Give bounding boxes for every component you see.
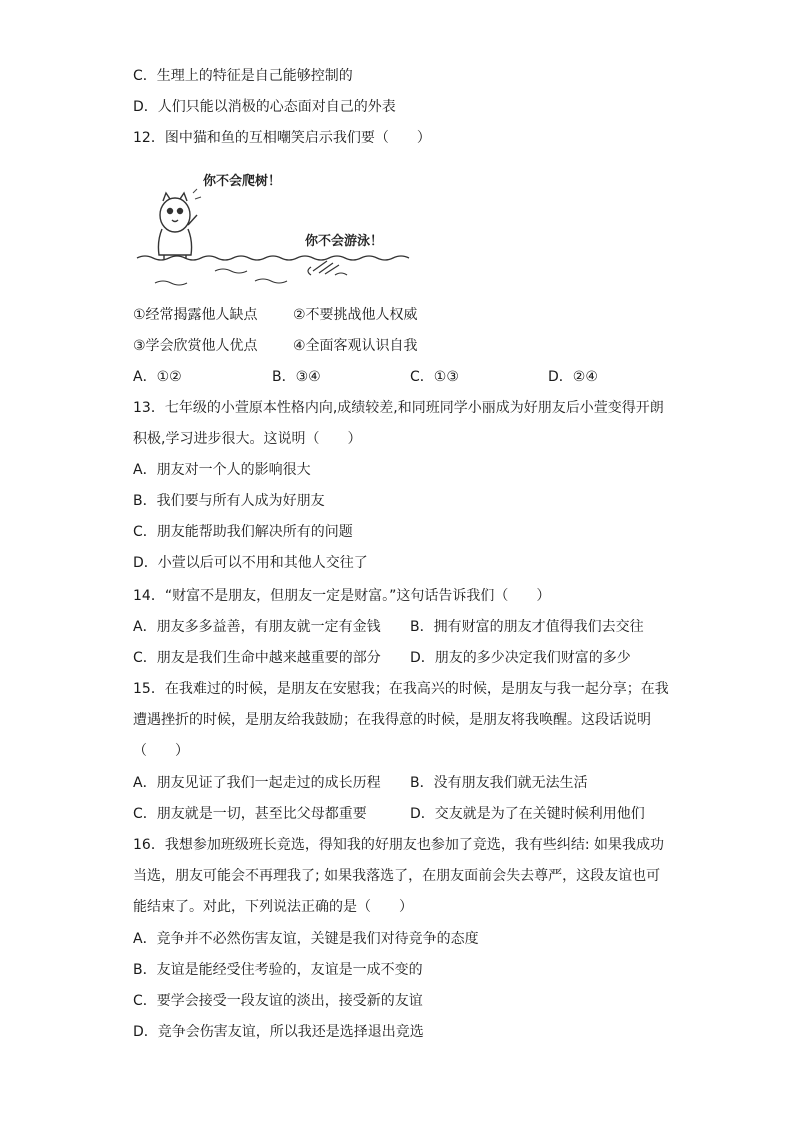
q16-stem-line-3: 能结束了。对此，下列说法正确的是（ ） [133,899,413,915]
cat-speech: 你不会爬树！ [203,174,282,189]
q15-option-c[interactable]: C．朋友就是一切，甚至比父母都重要 [133,806,367,822]
q12-stem: 12．图中猫和鱼的互相嘲笑启示我们要（ ） [133,130,431,146]
water-surface [137,256,409,260]
q15-stem-line-3: （ ） [133,743,189,759]
q13-option-d[interactable]: D．小萱以后可以不用和其他人交往了 [133,555,368,571]
q11-option-d: D．人们只能以消极的心态面对自己的外表 [133,99,396,115]
fish-speech: 你不会游泳！ [305,234,384,249]
speech-marks [193,189,201,199]
q12-item-1: ①经常揭露他人缺点 [133,307,258,323]
q15-option-a[interactable]: A．朋友见证了我们一起走过的成长历程 [133,775,381,791]
q13-stem-line-1: 13．七年级的小萱原本性格内向,成绩较差,和同班同学小丽成为好朋友后小萱变得开朗 [133,400,664,416]
q12-option-b[interactable]: B．③④ [272,369,321,385]
q15-stem-line-2: 遭遇挫折的时候，是朋友给我鼓励；在我得意的时候，是朋友将我唤醒。这段话说明 [133,712,651,728]
q16-stem-line-1: 16．我想参加班级班长竞选，得知我的好朋友也参加了竞选，我有些纠结: 如果我成功 [133,837,664,853]
q12-cat-fish-cartoon [135,163,415,293]
q12-item-4: ④全面客观认识自我 [293,338,418,354]
q12-option-c[interactable]: C．①③ [410,369,459,385]
q14-option-d[interactable]: D．朋友的多少决定我们财富的多少 [410,650,631,666]
q14-option-b[interactable]: B．拥有财富的朋友才值得我们去交往 [410,619,644,635]
q15-option-d[interactable]: D．交友就是为了在关键时候利用他们 [410,806,645,822]
q16-option-c[interactable]: C．要学会接受一段友谊的淡出，接受新的友谊 [133,993,423,1009]
q12-item-3: ③学会欣赏他人优点 [133,338,258,354]
q12-option-a[interactable]: A．①② [133,369,182,385]
water-ripples [155,269,347,285]
q13-option-c[interactable]: C．朋友能帮助我们解决所有的问题 [133,524,353,540]
q14-stem: 14．“财富不是朋友，但朋友一定是财富。”这句话告诉我们（ ） [133,588,551,604]
q16-stem-line-2: 当选，朋友可能会不再理我了; 如果我落选了，在朋友面前会失去尊严，这段友谊也可 [133,868,661,884]
q11-option-c: C．生理上的特征是自己能够控制的 [133,68,353,84]
q14-option-a[interactable]: A．朋友多多益善，有朋友就一定有金钱 [133,619,381,635]
cartoon-illustration [135,163,415,293]
q16-option-b[interactable]: B．友谊是能经受住考验的，友谊是一成不变的 [133,962,423,978]
q12-option-d[interactable]: D．②④ [548,369,598,385]
fish-figure [308,261,339,275]
q16-option-a[interactable]: A．竞争并不必然伤害友谊，关键是我们对待竞争的态度 [133,931,479,947]
q14-option-c[interactable]: C．朋友是我们生命中越来越重要的部分 [133,650,381,666]
q16-option-d[interactable]: D．竞争会伤害友谊，所以我还是选择退出竞选 [133,1024,424,1040]
q12-item-2: ②不要挑战他人权威 [293,307,418,323]
q15-stem-line-1: 15．在我难过的时候，是朋友在安慰我；在我高兴的时候，是朋友与我一起分享；在我 [133,681,669,697]
q13-stem-line-2: 积极,学习进步很大。这说明（ ） [133,431,362,447]
q15-option-b[interactable]: B．没有朋友我们就无法生活 [410,775,588,791]
q13-option-b[interactable]: B．我们要与所有人成为好朋友 [133,493,325,509]
q13-option-a[interactable]: A．朋友对一个人的影响很大 [133,462,311,478]
cat-figure [158,193,197,259]
